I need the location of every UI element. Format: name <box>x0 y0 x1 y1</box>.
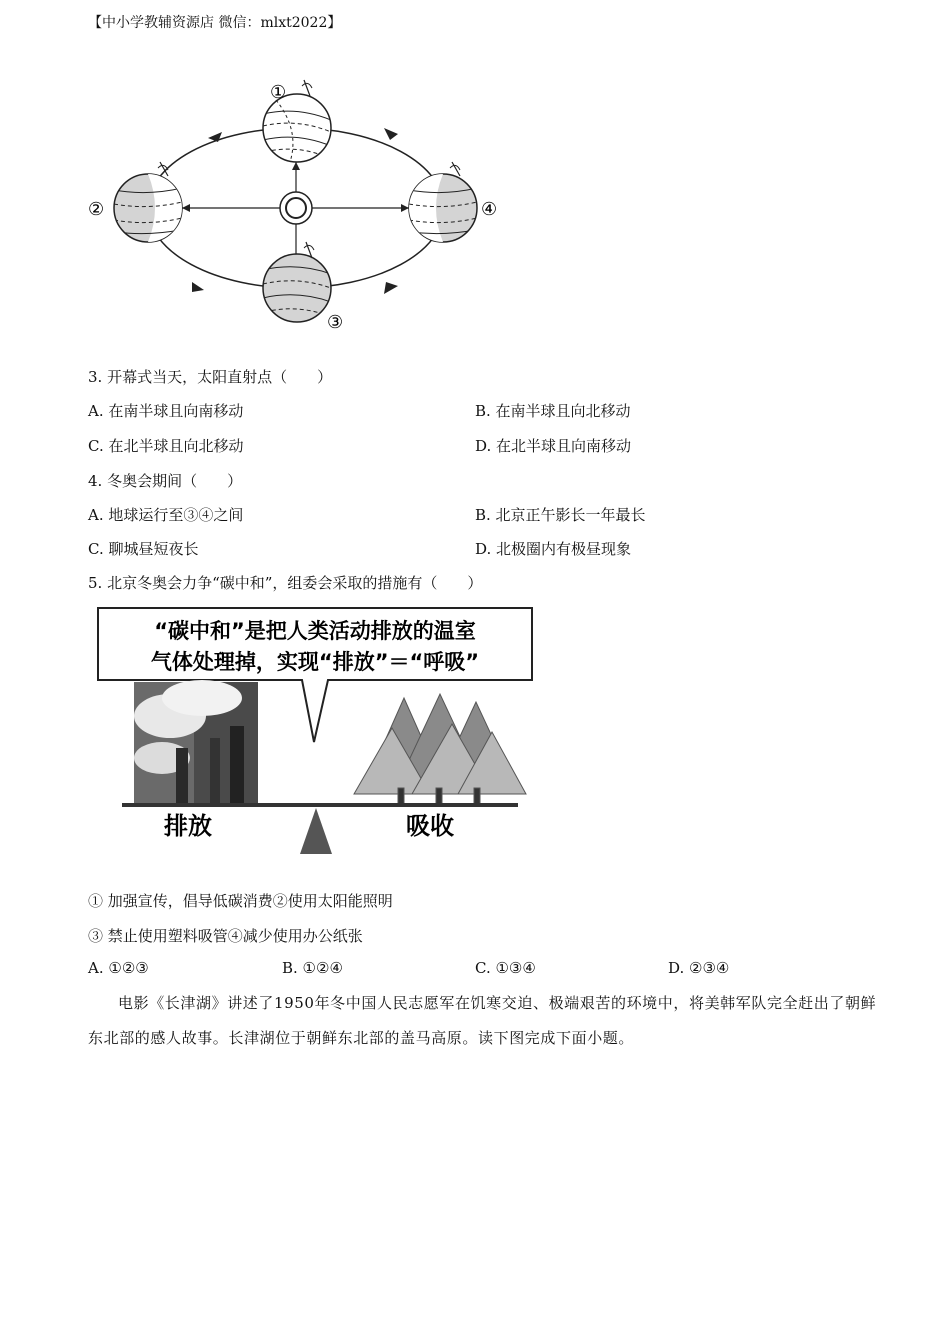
earth-position-2 <box>114 162 182 242</box>
balance-fulcrum <box>300 808 332 854</box>
label-2: ② <box>88 199 105 220</box>
q5-measures-1: ① 加强宣传，倡导低碳消费②使用太阳能照明 <box>88 892 393 910</box>
label-absorb: 吸收 <box>406 812 454 840</box>
orbit-arrow <box>384 128 398 140</box>
q3-option-b[interactable]: B. 在南半球且向北移动 <box>475 402 631 420</box>
earth-position-4 <box>409 162 477 242</box>
orbit-arrow <box>192 282 204 292</box>
label-1: ① <box>270 82 287 103</box>
bubble-line-1: “碳中和”是把人类活动排放的温室 <box>154 619 476 643</box>
q5-option-d[interactable]: D. ②③④ <box>668 959 730 977</box>
passage-text: 电影《长津湖》讲述了1950年冬中国人民志愿军在饥寒交迫、极端艰苦的环境中，将美韩军队完全赶出了朝鲜东北部的感人故事。长津湖位于朝鲜东北部的盖马高原。读下图完成下面小题。 <box>88 994 877 1047</box>
q5-option-c[interactable]: C. ①③④ <box>475 959 536 977</box>
orbit-arrow <box>208 132 222 142</box>
trees-absorption-image <box>354 694 526 804</box>
q4-option-b[interactable]: B. 北京正午影长一年最长 <box>475 506 646 524</box>
q4-option-c[interactable]: C. 聊城昼短夜长 <box>88 540 199 558</box>
earth-orbit-diagram <box>80 70 520 340</box>
label-4: ④ <box>481 199 498 220</box>
q3-option-c[interactable]: C. 在北半球且向北移动 <box>88 437 244 455</box>
carbon-neutral-figure <box>92 598 542 862</box>
factory-emission-image <box>134 680 258 804</box>
q3-option-a[interactable]: A. 在南半球且向南移动 <box>88 402 244 420</box>
label-3: ③ <box>327 312 344 333</box>
q4-option-a[interactable]: A. 地球运行至③④之间 <box>88 506 244 524</box>
orbit-arrow <box>384 282 398 294</box>
q4-stem: 4. 冬奥会期间（ ） <box>88 472 243 490</box>
bubble-line-2: 气体处理掉，实现“排放”＝“呼吸” <box>150 650 480 674</box>
q3-stem: 3. 开幕式当天，太阳直射点（ ） <box>88 368 333 386</box>
q5-option-a[interactable]: A. ①②③ <box>88 959 149 977</box>
q5-stem: 5. 北京冬奥会力争“碳中和”，组委会采取的措施有（ ） <box>88 574 483 592</box>
q5-option-b[interactable]: B. ①②④ <box>282 959 343 977</box>
q3-option-d[interactable]: D. 在北半球且向南移动 <box>475 437 632 455</box>
label-emit: 排放 <box>164 812 212 840</box>
q4-option-d[interactable]: D. 北极圈内有极昼现象 <box>475 540 632 558</box>
earth-position-3 <box>263 242 331 322</box>
sun-icon <box>280 192 312 224</box>
q5-measures-2: ③ 禁止使用塑料吸管④减少使用办公纸张 <box>88 927 363 945</box>
header-watermark: 【中小学教辅资源店 微信：mlxt2022】 <box>88 15 342 31</box>
